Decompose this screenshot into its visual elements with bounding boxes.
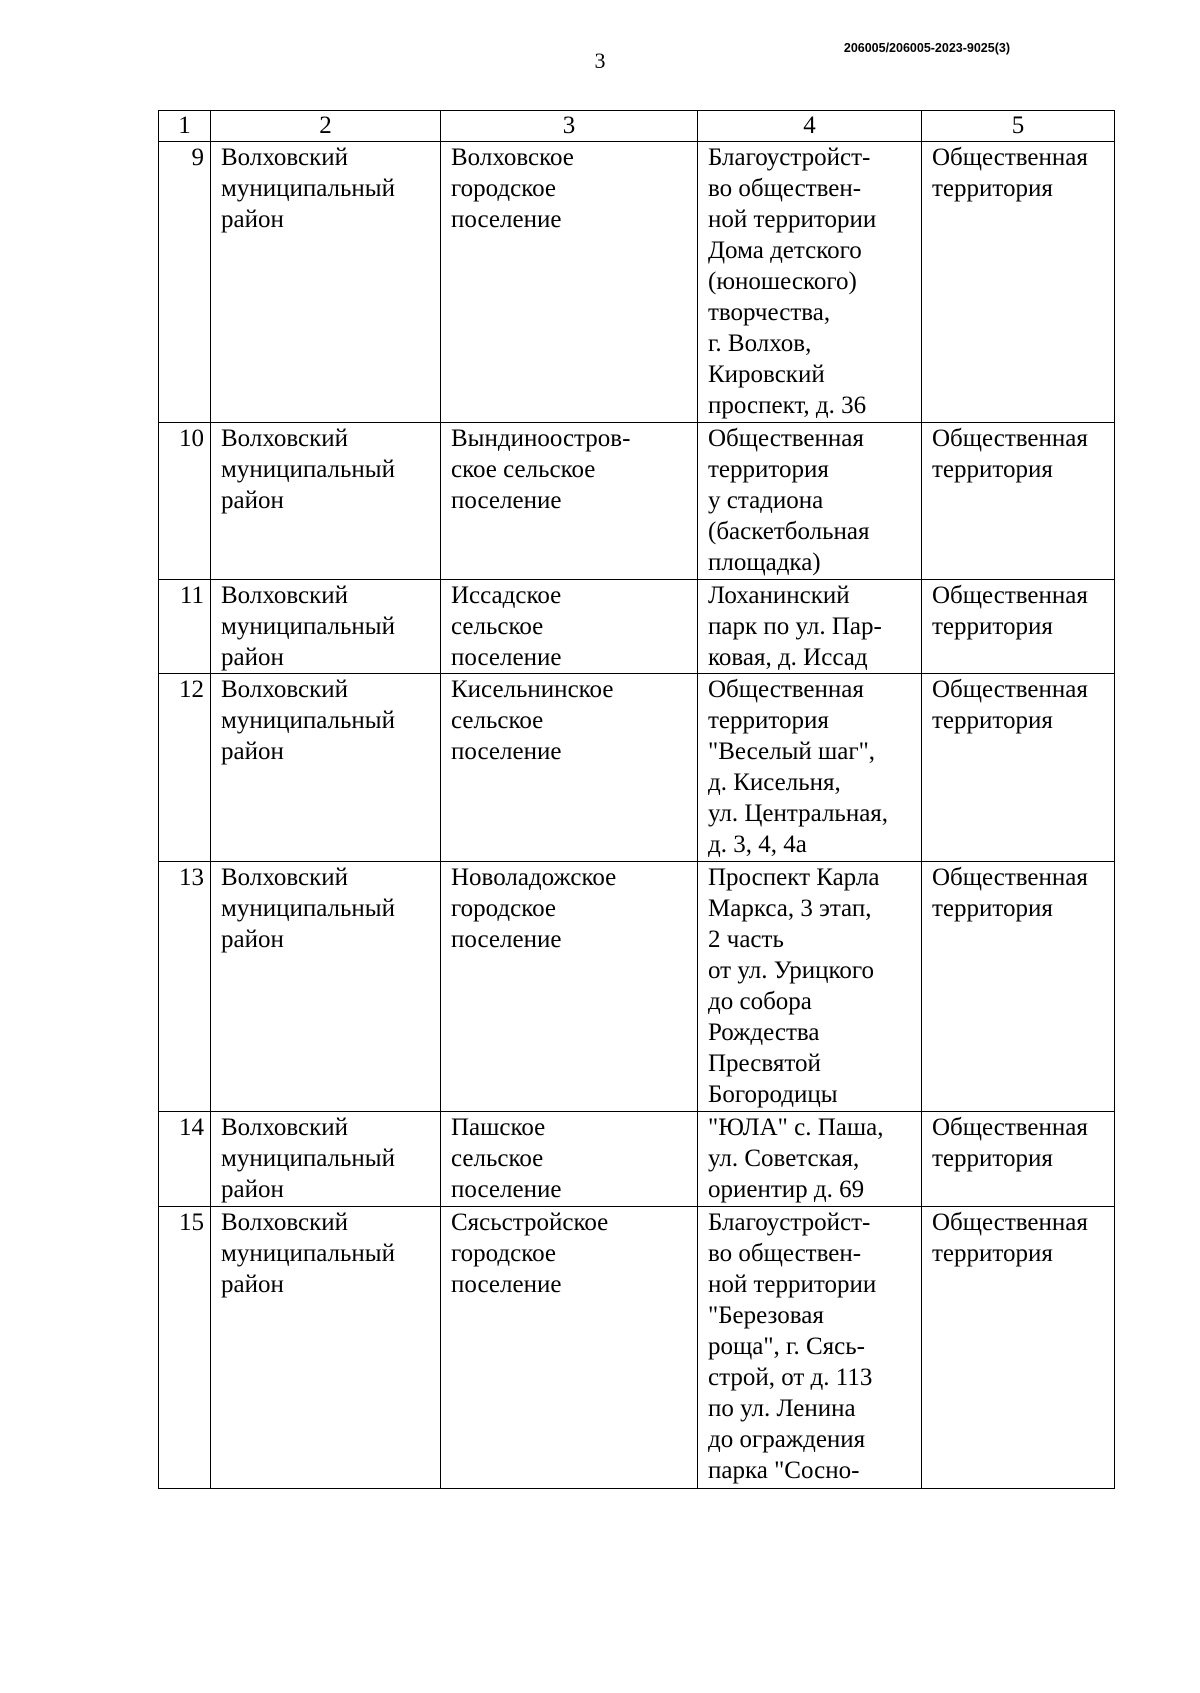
page-number: 3 (594, 48, 606, 73)
district-cell: Волховский муниципальный район (211, 862, 441, 1112)
row-number: 9 (159, 142, 211, 423)
table-row (159, 862, 1115, 1112)
column-number-header: 1 (159, 111, 211, 142)
object-cell: Благоустройст- во обществен- ной территории "Березовая роща", г. Сясь- строй, от д. 113 по ул. Ленина до ограждения парка "Сосно- (698, 1207, 922, 1489)
row-number: 13 (159, 862, 211, 1112)
settlement-cell: Кисельнинское сельское поселение (441, 674, 698, 862)
territory-type-cell: Общественная территория (922, 862, 1115, 1112)
object-cell: Лоханинский парк по ул. Пар- ковая, д. Иссад (698, 580, 922, 674)
territory-type-cell: Общественная территория (922, 580, 1115, 674)
object-cell: Благоустройст- во обществен- ной территории Дома детского (юношеского) творчества, г. Волхов, Кировский проспект, д. 36 (698, 142, 922, 423)
table-row (159, 674, 1115, 862)
table-row (159, 580, 1115, 674)
row-number: 15 (159, 1207, 211, 1489)
district-cell: Волховский муниципальный район (211, 1207, 441, 1489)
territory-type-cell: Общественная территория (922, 142, 1115, 423)
row-number: 12 (159, 674, 211, 862)
settlement-cell: Сясьстройское городское поселение (441, 1207, 698, 1489)
table-row (159, 1207, 1115, 1489)
territory-type-cell: Общественная территория (922, 1207, 1115, 1489)
table-row (159, 142, 1115, 423)
settlement-cell: Иссадское сельское поселение (441, 580, 698, 674)
settlement-cell: Пашское сельское поселение (441, 1112, 698, 1207)
column-settlement-header: 3 (441, 111, 698, 142)
document-id: 206005/206005-2023-9025(3) (843, 41, 1010, 55)
objects-table (158, 110, 1115, 1489)
settlement-cell: Новоладожское городское поселение (441, 862, 698, 1112)
row-number: 10 (159, 423, 211, 580)
settlement-cell: Вындиноостров- ское сельское поселение (441, 423, 698, 580)
column-district-header: 2 (211, 111, 441, 142)
territory-type-cell: Общественная территория (922, 1112, 1115, 1207)
district-cell: Волховский муниципальный район (211, 580, 441, 674)
district-cell: Волховский муниципальный район (211, 142, 441, 423)
object-cell: "ЮЛА" с. Паша, ул. Советская, ориентир д. 69 (698, 1112, 922, 1207)
column-type-header: 5 (922, 111, 1115, 142)
row-number: 14 (159, 1112, 211, 1207)
object-cell: Общественная территория "Веселый шаг", д. Кисельня, ул. Центральная, д. 3, 4, 4а (698, 674, 922, 862)
territory-type-cell: Общественная территория (922, 674, 1115, 862)
district-cell: Волховский муниципальный район (211, 674, 441, 862)
column-object-header: 4 (698, 111, 922, 142)
table-row (159, 1112, 1115, 1207)
object-cell: Общественная территория у стадиона (баскетбольная площадка) (698, 423, 922, 580)
object-cell: Проспект Карла Маркса, 3 этап, 2 часть от ул. Урицкого до собора Рождества Пресвятой Богородицы (698, 862, 922, 1112)
district-cell: Волховский муниципальный район (211, 423, 441, 580)
settlement-cell: Волховское городское поселение (441, 142, 698, 423)
territory-type-cell: Общественная территория (922, 423, 1115, 580)
district-cell: Волховский муниципальный район (211, 1112, 441, 1207)
table-header-row (159, 111, 1115, 142)
row-number: 11 (159, 580, 211, 674)
table-row (159, 423, 1115, 580)
